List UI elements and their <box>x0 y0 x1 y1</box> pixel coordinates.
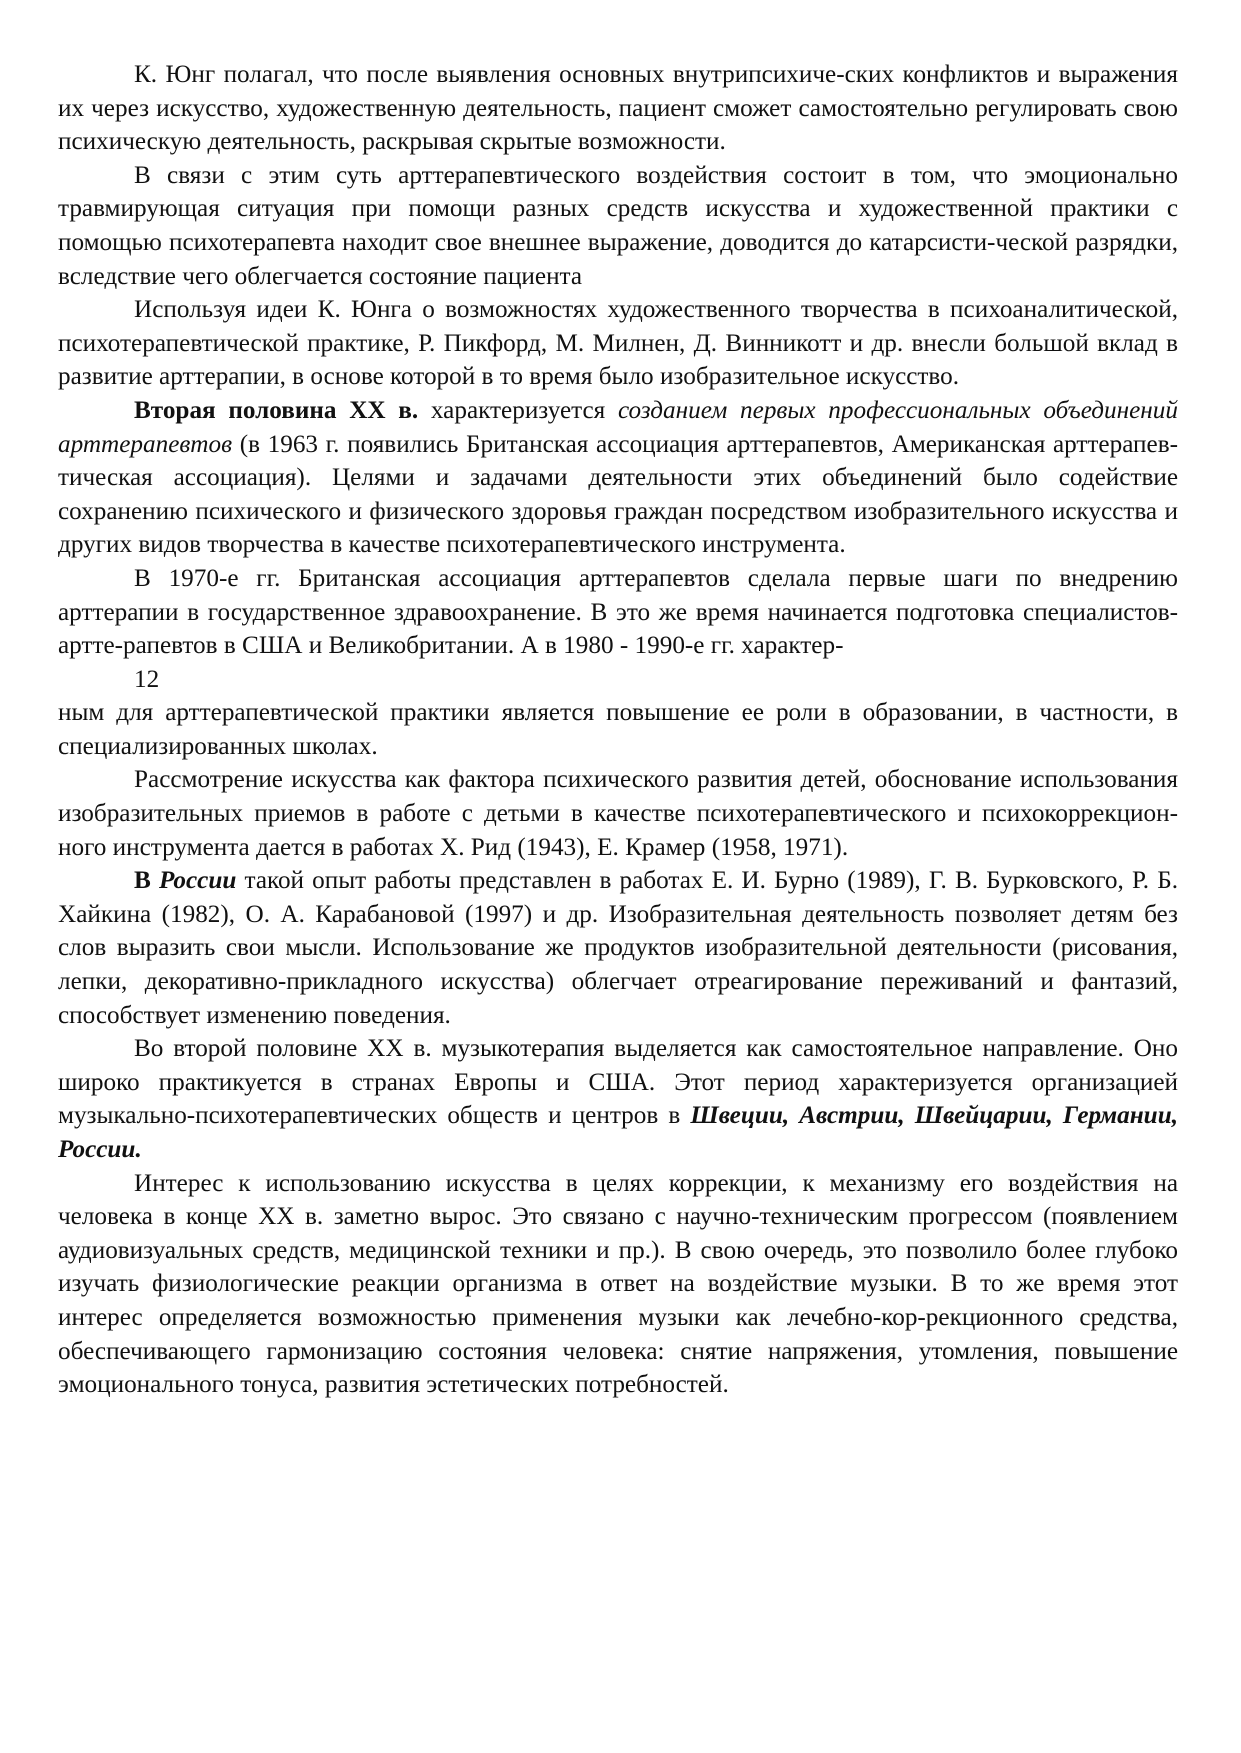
document-page <box>58 58 1178 1402</box>
paragraph-1970s: В 1970-е гг. Британская ассоциация арттерапевтов сделала первые шаги по внедрению арттерапии в государственное здравоохранение. В это же время начинается подготовка специалистов-артте-рапевтов в США и Великобритании. А в 1980 - 1990-е гг. характер- <box>58 564 1178 660</box>
paragraph-interest-growth: Интерес к использованию искусства в целях коррекции, к механизму его воздействия на человека в конце XX в. заметно вырос. Это связано с научно-техническим прогрессом (появлением аудиовизуальных средств, медицинской техники и пр.). В свою очередь, это позволило более глубоко изучать физиологические реакции организма в ответ на воздействие музыки. В то же время этот интерес определяется возможностью применения музыки как лечебно-кор-рекционного средства, обеспечивающего гармонизацию состояния человека: снятие напряжения, утомления, повышение эмоционального тонуса, развития эстетических потребностей. <box>58 1169 1178 1399</box>
paragraph-russia <box>58 864 1178 1032</box>
paragraph-second-half-xx <box>58 394 1178 562</box>
emphasis-in: В <box>134 867 159 895</box>
emphasis-countries: Швеции, Австрии, Швейцарии, Германии, России. <box>58 1102 1178 1163</box>
text-span: такой опыт работы представлен в работах Е. И. Бурно (1989), Г. В. Бурковского, Р. Б. Хайкина (1982), О. А. Карабановой (1997) и др. Изобразительная деятельность позволяет детям без слов выразить свои мысли. Использование же продуктов изобразительной деятельности (рисования, лепки, декоративно-прикладного искусства) облегчает отреагирование переживаний и фантазий, способствует изменению поведения. <box>58 867 1178 1029</box>
paragraph-music-therapy <box>58 1032 1178 1166</box>
emphasis-russia: России <box>158 867 237 895</box>
text-span: Во второй половине XX в. музыкотерапия выделяется как самостоятельное направление. Оно широко практикуется в странах Европы и США. Этот период характеризуется организацией музыкально-психотерапевтических обществ и центров в <box>58 1035 1178 1130</box>
paragraph-jung: К. Юнг полагал, что после выявления основных внутрипсихиче-ских конфликтов и выражения их через искусство, художественную деятельность, пациент сможет самостоятельно регулировать свою психическую деятельность, раскрывая скрытые возможности. <box>58 61 1178 156</box>
paragraph-art-therapy-essence: В связи с этим суть арттерапевтического воздействия состоит в том, что эмоционально травмирующая ситуация при помощи разных средств искусства и художественной практики с помощью психотерапевта находит свое внешнее выражение, доводится до катарсисти-ческой разрядки, вследствие чего облегчается состояние пациента <box>58 161 1178 290</box>
text-span: характеризуется <box>418 396 618 424</box>
paragraph-jung-ideas: Используя идеи К. Юнга о возможностях художественного творчества в психоаналитической, психотерапевтической практике, Р. Пикфорд, М. Милнен, Д. Винникотт и др. внесли большой вклад в развитие арттерапии, в основе которой в то время было изобразительное искусство. <box>58 296 1178 391</box>
emphasis-second-half: Вторая половина XX в. <box>134 396 419 424</box>
text-span: (в 1963 г. появились Британская ассоциация арттерапевтов, Американская арттерапев-тическая ассоциация). Целями и задачами деятельности этих объединений было содействие сохранению психического и физического здоровья граждан посредством изобразительного искусства и других видов творчества в качестве психотерапевтического инструмента. <box>58 430 1178 559</box>
emphasis-associations: созданием первых профессиональных объединений арттерапевтов <box>58 396 1178 458</box>
page-number: 12 <box>134 665 160 693</box>
paragraph-child-development: Рассмотрение искусства как фактора психического развития детей, обоснование использования изобразительных приемов в работе с детьми в качестве психотерапевтического и психокоррекцион-ного инструмента дается в работах X. Рид (1943), Е. Крамер (1958, 1971). <box>58 766 1178 861</box>
paragraph-education-role: ным для арттерапевтической практики является повышение ее роли в образовании, в частности, в специализированных школах. <box>58 699 1178 760</box>
